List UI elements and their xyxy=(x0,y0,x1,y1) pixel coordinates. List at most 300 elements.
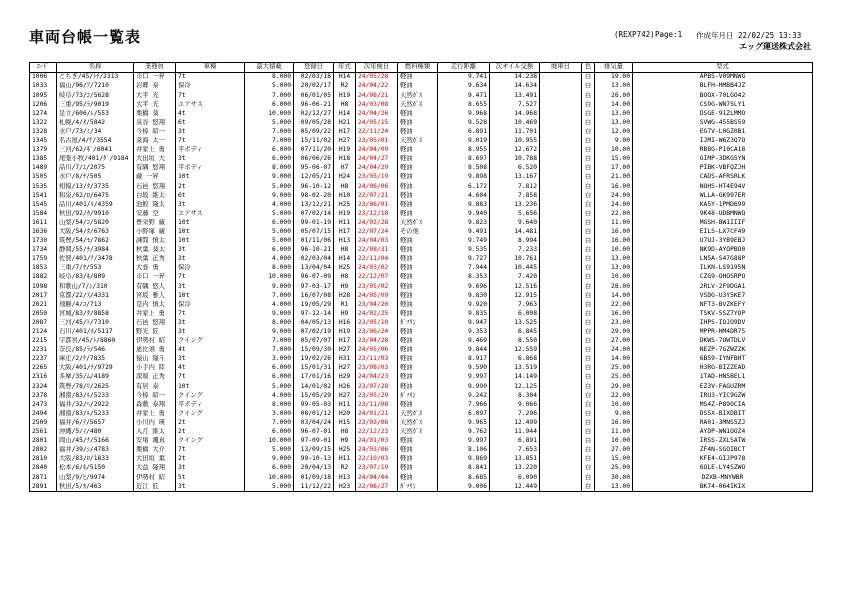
cell-max-load: 6.000 xyxy=(245,246,294,255)
cell-inspection-date: 23/05/29 xyxy=(356,391,398,400)
cell-staff: 伊勢村 昭 xyxy=(134,473,176,482)
cell-year: H25 xyxy=(334,200,356,209)
cell-reg-date: 02/03/18 xyxy=(294,73,334,83)
cell-year: H25 xyxy=(334,264,356,273)
cell-mileage: 9.696 xyxy=(438,282,490,291)
cell-max-load: 10.000 xyxy=(245,109,294,118)
cell-inspection-date: 22/06/27 xyxy=(356,482,398,492)
cell-type: 5t xyxy=(176,473,245,482)
cell-max-load: 5.000 xyxy=(245,382,294,391)
cell-displacement: 17.00 xyxy=(595,164,633,173)
cell-fuel: 天然ｶﾞｽ xyxy=(398,428,438,437)
cell-type: 2t xyxy=(176,428,245,437)
cell-type: 3t xyxy=(176,255,245,264)
cell-oil-change: 7.296 xyxy=(490,410,540,419)
cell-model: NEZP-7GZWZZK xyxy=(633,346,813,355)
cell-type: 4t xyxy=(176,109,245,118)
cell-model: BOOX-70LGO42 xyxy=(633,91,813,100)
cell-inspection-date: 24/02/25 xyxy=(356,310,398,319)
cell-inspection-date: 23/06/01 xyxy=(356,200,398,209)
cell-fuel: 軽油 xyxy=(398,273,438,282)
cell-color: 白 xyxy=(582,164,595,173)
cell-code: 2871 xyxy=(30,473,57,482)
cell-staff: 秋葉 正秀 xyxy=(134,255,176,264)
col-header-type: 車種 xyxy=(176,63,245,73)
table-row xyxy=(30,419,813,428)
cell-name: 秋田/92/ｶ/9910 xyxy=(57,210,134,219)
cell-color: 白 xyxy=(582,228,595,237)
cell-color: 白 xyxy=(582,73,595,83)
cell-inspection-date: 24/04/09 xyxy=(356,146,398,155)
cell-mileage: 9.898 xyxy=(438,173,490,182)
cell-type: 3t xyxy=(176,482,245,492)
cell-reg-date: 12/05/21 xyxy=(294,173,334,182)
cell-fuel: 天然ｶﾞｽ xyxy=(398,410,438,419)
cell-type: クイング xyxy=(176,437,245,446)
cell-displacement: 10.00 xyxy=(595,273,633,282)
cell-mileage: 9.968 xyxy=(438,109,490,118)
cell-name: 筑豊/78/ﾘ/2625 xyxy=(57,382,134,391)
table-row xyxy=(30,319,813,328)
cell-code: 1759 xyxy=(30,255,57,264)
cell-max-load: 6.000 xyxy=(245,428,294,437)
cell-reg-date: 97-03-17 xyxy=(294,282,334,291)
cell-max-load: 9.000 xyxy=(245,173,294,182)
cell-oil-change: 11.944 xyxy=(490,428,540,437)
cell-model: KFE4-GIJP978 xyxy=(633,455,813,464)
cell-oil-change: 14.481 xyxy=(490,228,540,237)
cell-name: 品川/7/ｴ/2075 xyxy=(57,164,134,173)
cell-mileage: 8.508 xyxy=(438,164,490,173)
cell-fuel: 軽油 xyxy=(398,400,438,409)
cell-name: 三重/95/ﾗ/9019 xyxy=(57,100,134,109)
cell-model: NFT3-BVZKEFY xyxy=(633,300,813,309)
cell-model: 9K48-UDBMNWQ xyxy=(633,210,813,219)
cell-inspection-date: 22/08/31 xyxy=(356,246,398,255)
cell-oil-change: 10.445 xyxy=(490,264,540,273)
cell-staff: 恵比須 勇 xyxy=(134,346,176,355)
cell-displacement: 21.00 xyxy=(595,173,633,182)
cell-model: NOHS-HT4E94V xyxy=(633,182,813,191)
cell-type: 3t xyxy=(176,319,245,328)
cell-displacement: 25.00 xyxy=(595,464,633,473)
cell-displacement: 29.00 xyxy=(595,382,633,391)
cell-name: とちぎ/45/ﾄﾁ/2313 xyxy=(57,73,134,83)
cell-code: 2473 xyxy=(30,400,57,409)
cell-type: 4t xyxy=(176,346,245,355)
cell-name: 和泉/62/ﾛ/6475 xyxy=(57,191,134,200)
cell-fuel: 軽油 xyxy=(398,291,438,300)
cell-scrap-date xyxy=(540,482,582,492)
cell-staff: 秋葉 葵太 xyxy=(134,246,176,255)
cell-type: 7t xyxy=(176,310,245,319)
col-header-color: 色 xyxy=(582,63,595,73)
cell-code: 2494 xyxy=(30,410,57,419)
cell-fuel: 天然ｶﾞｽ xyxy=(398,419,438,428)
cell-fuel: 軽油 xyxy=(398,191,438,200)
cell-name: 山梨/9/ﾋ/9974 xyxy=(57,473,134,482)
cell-name: 三重/7/ﾔ/553 xyxy=(57,264,134,273)
cell-model: IJMI-W6Z3Q7O xyxy=(633,137,813,146)
cell-code: 1322 xyxy=(30,119,57,128)
cell-year: H11 xyxy=(334,400,356,409)
cell-displacement: 10.00 xyxy=(595,146,633,155)
col-header-year: 年式 xyxy=(334,63,356,73)
cell-reg-date: 13/09/15 xyxy=(294,446,334,455)
cell-model: EILS-LX7CF49 xyxy=(633,228,813,237)
cell-max-load: 10.000 xyxy=(245,437,294,446)
cell-oil-change: 13.236 xyxy=(490,200,540,209)
cell-scrap-date xyxy=(540,191,582,200)
cell-code: 1541 xyxy=(30,191,57,200)
cell-staff: 安堵 颯真 xyxy=(134,437,176,446)
cell-reg-date: 99-05-03 xyxy=(294,400,334,409)
cell-reg-date: 96-10-12 xyxy=(294,182,334,191)
cell-type: 3t xyxy=(176,328,245,337)
cell-mileage: 9.762 xyxy=(438,428,490,437)
cell-type: 3t xyxy=(176,155,245,164)
cell-color: 白 xyxy=(582,300,595,309)
cell-fuel: 天然ｶﾞｽ xyxy=(398,100,438,109)
cell-scrap-date xyxy=(540,473,582,482)
cell-staff: 井家上 勇 xyxy=(134,410,176,419)
col-header-mileage: 走行距離 xyxy=(438,63,490,73)
cell-name: 大阪/83/ﾛ/1833 xyxy=(57,455,134,464)
cell-inspection-date: 23/08/03 xyxy=(356,364,398,373)
cell-reg-date: 98-02-20 xyxy=(294,191,334,200)
cell-name: 岐阜/83/ｷ/809 xyxy=(57,273,134,282)
cell-year: R2 xyxy=(334,82,356,91)
cell-displacement: 13.00 xyxy=(595,255,633,264)
cell-staff: 大巻 勇 xyxy=(134,264,176,273)
cell-code: 2316 xyxy=(30,373,57,382)
cell-year: H27 xyxy=(334,346,356,355)
cell-oil-change: 9.066 xyxy=(490,400,540,409)
cell-color: 白 xyxy=(582,437,595,446)
cell-model: WLLA-GK997ER xyxy=(633,191,813,200)
cell-scrap-date xyxy=(540,173,582,182)
cell-type: 保冷 xyxy=(176,82,245,91)
cell-scrap-date xyxy=(540,237,582,246)
cell-fuel: 軽油 xyxy=(398,373,438,382)
cell-displacement: 13.00 xyxy=(595,109,633,118)
cell-mileage: 9.997 xyxy=(438,373,490,382)
cell-staff: 今椋 昭一 xyxy=(134,391,176,400)
cell-mileage: 9.940 xyxy=(438,210,490,219)
cell-displacement: 14.00 xyxy=(595,291,633,300)
cell-staff: 小野塚 蔵 xyxy=(134,228,176,237)
cell-type: 10t xyxy=(176,173,245,182)
cell-reg-date: 11/12/22 xyxy=(294,482,334,492)
cell-color: 白 xyxy=(582,319,595,328)
cell-color: 白 xyxy=(582,264,595,273)
cell-staff: 泉谷 悠翔 xyxy=(134,119,176,128)
cell-fuel: 軽油 xyxy=(398,282,438,291)
cell-code: 1584 xyxy=(30,210,57,219)
cell-displacement: 26.00 xyxy=(595,91,633,100)
cell-oil-change: 11.701 xyxy=(490,128,540,137)
cell-model: IRSS-ZXLSATW xyxy=(633,437,813,446)
cell-scrap-date xyxy=(540,437,582,446)
cell-scrap-date xyxy=(540,300,582,309)
cell-scrap-date xyxy=(540,310,582,319)
cell-year: H16 xyxy=(334,319,356,328)
cell-inspection-date: 24/04/22 xyxy=(356,82,398,91)
cell-fuel: 軽油 xyxy=(398,246,438,255)
cell-scrap-date xyxy=(540,91,582,100)
cell-mileage: 8.353 xyxy=(438,273,490,282)
cell-year: H28 xyxy=(334,291,356,300)
cell-oil-change: 6.090 xyxy=(490,473,540,482)
cell-type: 3t xyxy=(176,282,245,291)
cell-inspection-date: 24/05/09 xyxy=(356,291,398,300)
table-row xyxy=(30,346,813,355)
cell-name: 飛騨/4/ｺ/713 xyxy=(57,300,134,309)
cell-displacement: 25.00 xyxy=(595,373,633,382)
cell-inspection-date: 24/04/29 xyxy=(356,164,398,173)
cell-displacement: 11.00 xyxy=(595,219,633,228)
cell-year: H24 xyxy=(334,173,356,182)
cell-max-load: 7.000 xyxy=(245,419,294,428)
cell-mileage: 8.841 xyxy=(438,464,490,473)
cell-mileage: 6.172 xyxy=(438,182,490,191)
company-name: エッグ運送株式会社 xyxy=(739,42,811,51)
cell-model: SVWG-455BS59 xyxy=(633,119,813,128)
cell-mileage: 9.019 xyxy=(438,137,490,146)
cell-code: 1006 xyxy=(30,73,57,83)
cell-max-load: 3.000 xyxy=(245,355,294,364)
cell-scrap-date xyxy=(540,319,582,328)
cell-reg-date: 14/01/02 xyxy=(294,382,334,391)
table-row xyxy=(30,82,813,91)
cell-reg-date: 19/02/26 xyxy=(294,355,334,364)
cell-max-load: 5.000 xyxy=(245,182,294,191)
cell-inspection-date: 23/07/28 xyxy=(356,382,398,391)
cell-type: 3t xyxy=(176,128,245,137)
cell-scrap-date xyxy=(540,137,582,146)
table-row xyxy=(30,273,813,282)
col-header-staff: 業務員 xyxy=(134,63,176,73)
cell-type: 保冷 xyxy=(176,300,245,309)
cell-model: CZG9-OHOSRPO xyxy=(633,273,813,282)
cell-staff: 大田垣 葉 xyxy=(134,455,176,464)
cell-staff: 大益 隆翔 xyxy=(134,464,176,473)
cell-model: MS4Z-P89OCIA xyxy=(633,400,813,409)
cell-name: 湘南/83/ﾙ/5233 xyxy=(57,410,134,419)
cell-max-load: 7.000 xyxy=(245,291,294,300)
cell-scrap-date xyxy=(540,391,582,400)
cell-oil-change: 14.149 xyxy=(490,373,540,382)
cell-name: 大阪/401/ﾁ/9729 xyxy=(57,364,134,373)
cell-scrap-date xyxy=(540,428,582,437)
cell-year: H20 xyxy=(334,410,356,419)
table-row xyxy=(30,164,813,173)
cell-inspection-date: 24/03/08 xyxy=(356,100,398,109)
cell-oil-change: 12.516 xyxy=(490,282,540,291)
cell-code: 2087 xyxy=(30,319,57,328)
cell-inspection-date: 22/12/23 xyxy=(356,428,398,437)
cell-displacement: 24.00 xyxy=(595,191,633,200)
cell-name: 三河/62/ｷﾞ/6041 xyxy=(57,146,134,155)
cell-mileage: 8.697 xyxy=(438,155,490,164)
cell-scrap-date xyxy=(540,446,582,455)
cell-inspection-date: 24/06/06 xyxy=(356,182,398,191)
cell-name: 山梨/54/ｺ/5820 xyxy=(57,219,134,228)
cell-reg-date: 01/09/18 xyxy=(294,473,334,482)
cell-color: 白 xyxy=(582,173,595,182)
cell-color: 白 xyxy=(582,428,595,437)
cell-max-load: 9.000 xyxy=(245,282,294,291)
cell-model: MGSH-BW1IIIF xyxy=(633,219,813,228)
cell-type: 3t xyxy=(176,355,245,364)
cell-name: 松本/6/ﾎ/5150 xyxy=(57,464,134,473)
cell-displacement: 13.00 xyxy=(595,264,633,273)
cell-model: DKWS-7OWTDLV xyxy=(633,337,813,346)
cell-type: エアサス xyxy=(176,210,245,219)
cell-scrap-date xyxy=(540,355,582,364)
cell-fuel: 軽油 xyxy=(398,155,438,164)
cell-max-load: 8.000 xyxy=(245,164,294,173)
cell-reg-date: 15/11/02 xyxy=(294,137,334,146)
cell-color: 白 xyxy=(582,191,595,200)
cell-type: 10t xyxy=(176,219,245,228)
cell-max-load: 9.000 xyxy=(245,328,294,337)
cell-displacement: 15.00 xyxy=(595,155,633,164)
cell-model: 1TAD-HN5BEL1 xyxy=(633,373,813,382)
cell-type: 7t xyxy=(176,446,245,455)
cell-oil-change: 12.125 xyxy=(490,382,540,391)
cell-scrap-date xyxy=(540,455,582,464)
table-row xyxy=(30,291,813,300)
table-row xyxy=(30,255,813,264)
cell-mileage: 9.844 xyxy=(438,346,490,355)
cell-scrap-date xyxy=(540,219,582,228)
cell-scrap-date xyxy=(540,100,582,109)
cell-year: H10 xyxy=(334,191,356,200)
table-row xyxy=(30,146,813,155)
cell-mileage: 9.883 xyxy=(438,200,490,209)
cell-scrap-date xyxy=(540,119,582,128)
cell-displacement: 16.00 xyxy=(595,419,633,428)
cell-color: 白 xyxy=(582,473,595,482)
cell-name: 宇都宮/45/ﾄ/8860 xyxy=(57,337,134,346)
cell-displacement: 10.00 xyxy=(595,246,633,255)
cell-color: 白 xyxy=(582,200,595,209)
cell-oil-change: 8.304 xyxy=(490,391,540,400)
table-row xyxy=(30,173,813,182)
cell-oil-change: 6.891 xyxy=(490,437,540,446)
cell-color: 白 xyxy=(582,446,595,455)
cell-staff: 有隅 悠人 xyxy=(134,282,176,291)
table-row xyxy=(30,373,813,382)
table-row xyxy=(30,73,813,83)
page-title: 車両台帳一覧表 xyxy=(29,28,142,46)
cell-color: 白 xyxy=(582,255,595,264)
cell-year: H8 xyxy=(334,182,356,191)
cell-year: H13 xyxy=(334,473,356,482)
cell-color: 白 xyxy=(582,455,595,464)
cell-displacement: 14.00 xyxy=(595,100,633,109)
cell-mileage: 9.869 xyxy=(438,455,490,464)
cell-displacement: 13.00 xyxy=(595,82,633,91)
cell-color: 白 xyxy=(582,310,595,319)
cell-code: 2561 xyxy=(30,428,57,437)
cell-displacement: 13.00 xyxy=(595,119,633,128)
cell-mileage: 9.634 xyxy=(438,82,490,91)
cell-name: 筑豊/54/ﾓ/7862 xyxy=(57,237,134,246)
cell-reg-date: 05/07/07 xyxy=(294,337,334,346)
cell-max-load: 9.000 xyxy=(245,455,294,464)
cell-mileage: 9.471 xyxy=(438,91,490,100)
cell-reg-date: 07/02/14 xyxy=(294,210,334,219)
cell-color: 白 xyxy=(582,273,595,282)
cell-fuel: 軽油 xyxy=(398,437,438,446)
cell-max-load: 4.000 xyxy=(245,300,294,309)
cell-code: 2231 xyxy=(30,346,57,355)
cell-oil-change: 13.167 xyxy=(490,173,540,182)
cell-type: 10t xyxy=(176,291,245,300)
cell-oil-change: 8.994 xyxy=(490,237,540,246)
cell-fuel: 軽油 xyxy=(398,364,438,373)
cell-model: ZF4N-SGOIBCT xyxy=(633,446,813,455)
cell-color: 白 xyxy=(582,146,595,155)
cell-model: RB8G-P10CA18 xyxy=(633,146,813,155)
cell-inspection-date: 24/03/02 xyxy=(356,264,398,273)
cell-year: H9 xyxy=(334,437,356,446)
cell-displacement: 19.00 xyxy=(595,73,633,83)
cell-inspection-date: 24/05/06 xyxy=(356,346,398,355)
cell-inspection-date: 23/05/01 xyxy=(356,137,398,146)
cell-name: 福井/32/ﾍ/2922 xyxy=(57,400,134,409)
cell-year: H27 xyxy=(334,391,356,400)
cell-code: 1998 xyxy=(30,282,57,291)
cell-displacement: 24.00 xyxy=(595,346,633,355)
cell-fuel: 軽油 xyxy=(398,109,438,118)
cell-fuel: 軽油 xyxy=(398,200,438,209)
cell-year: H17 xyxy=(334,128,356,137)
cell-reg-date: 05/07/15 xyxy=(294,228,334,237)
cell-oil-change: 6.008 xyxy=(490,310,540,319)
cell-model: RA01-3MNS5ZJ xyxy=(633,419,813,428)
table-row xyxy=(30,300,813,309)
cell-reg-date: 20/02/17 xyxy=(294,82,334,91)
cell-name: 石川/401/ﾎ/5117 xyxy=(57,328,134,337)
cell-displacement: 14.00 xyxy=(595,355,633,364)
cell-name: 岐阜/73/ｺ/5628 xyxy=(57,91,134,100)
cell-mileage: 9.535 xyxy=(438,246,490,255)
table-row xyxy=(30,482,813,492)
report-id: (REXP742) xyxy=(614,30,655,39)
cell-max-load: 5.000 xyxy=(245,446,294,455)
cell-oil-change: 7.527 xyxy=(490,100,540,109)
cell-displacement: 22.00 xyxy=(595,300,633,309)
cell-inspection-date: 23/05/19 xyxy=(356,173,398,182)
cell-fuel: 軽油 xyxy=(398,82,438,91)
cell-scrap-date xyxy=(540,146,582,155)
cell-name: 沖縄/5/ｲ/480 xyxy=(57,428,134,437)
cell-max-load: 6.000 xyxy=(245,219,294,228)
cell-mileage: 7.944 xyxy=(438,264,490,273)
cell-max-load: 10.000 xyxy=(245,273,294,282)
cell-year: H23 xyxy=(334,482,356,492)
cell-year: H19 xyxy=(334,146,356,155)
cell-fuel: 天然ｶﾞｽ xyxy=(398,137,438,146)
table-row xyxy=(30,137,813,146)
cell-oil-change: 14.634 xyxy=(490,82,540,91)
vehicle-ledger-table xyxy=(29,62,813,492)
cell-mileage: 9.469 xyxy=(438,337,490,346)
cell-reg-date: 15/09/30 xyxy=(294,346,334,355)
